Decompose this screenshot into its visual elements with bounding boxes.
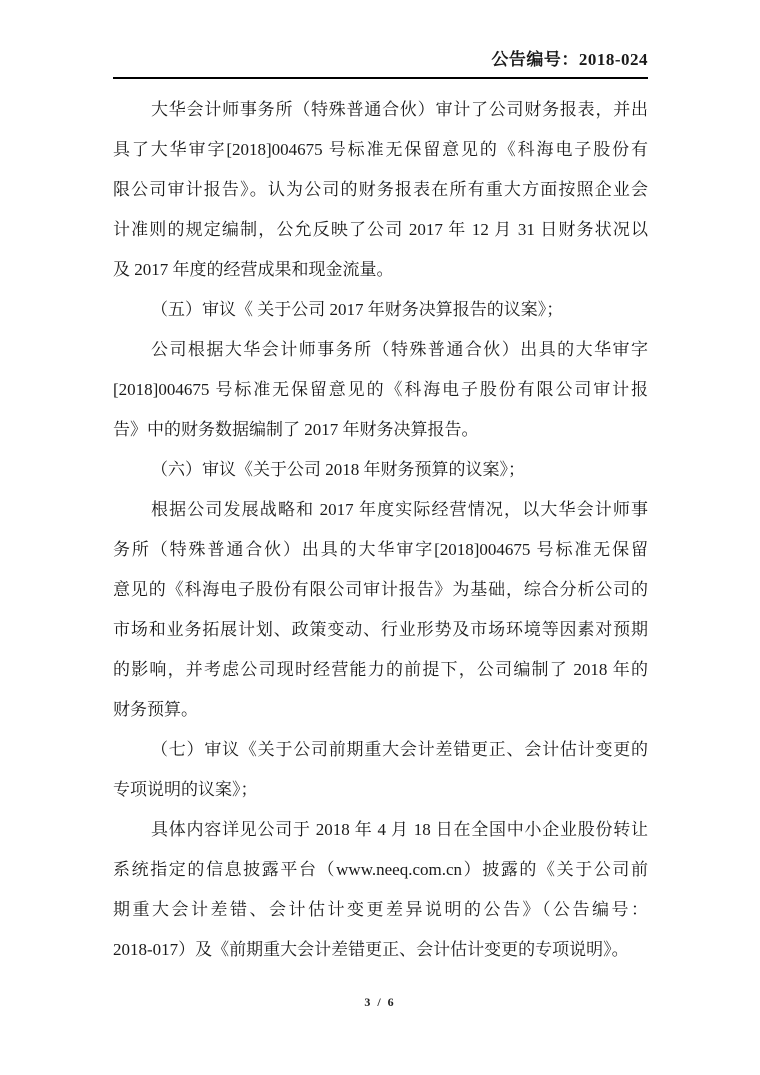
document-body	[113, 90, 648, 970]
page-footer	[0, 993, 760, 1011]
document-line: 具体内容详见公司于 2018 年 4 月 18 日在全国中小企业股份转让	[151, 820, 648, 839]
page-header	[113, 0, 648, 79]
document-line: 的影响，并考虑公司现时经营能力的前提下，公司编制了 2018 年的	[113, 660, 648, 679]
document-line: 限公司审计报告》。认为公司的财务报表在所有重大方面按照企业会	[113, 180, 648, 199]
document-line: 告》中的财务数据编制了 2017 年财务决算报告。	[113, 420, 479, 439]
document-line: 期重大会计差错、会计估计变更差异说明的公告》（公告编号：	[113, 900, 648, 919]
document-line: 财务预算。	[113, 700, 198, 719]
document-line: 计准则的规定编制，公允反映了公司 2017 年 12 月 31 日财务状况以	[113, 220, 648, 239]
document-line: 根据公司发展战略和 2017 年度实际经营情况，以大华会计师事	[151, 500, 648, 519]
document-line: 系统指定的信息披露平台（www.neeq.com.cn）披露的《关于公司前	[113, 860, 648, 879]
document-line: 2018-017）及《前期重大会计差错更正、会计估计变更的专项说明》。	[113, 940, 629, 959]
document-line: 公司根据大华会计师事务所（特殊普通合伙）出具的大华审字	[151, 340, 648, 359]
document-line: 意见的《科海电子股份有限公司审计报告》为基础，综合分析公司的	[113, 580, 648, 599]
document-line: 务所（特殊普通合伙）出具的大华审字[2018]004675 号标准无保留	[113, 540, 648, 559]
document-line: 专项说明的议案》；	[113, 780, 258, 799]
page-indicator: 3 / 6	[364, 995, 396, 1009]
document-line: 及 2017 年度的经营成果和现金流量。	[113, 260, 394, 279]
document-line: 具了大华审字[2018]004675 号标准无保留意见的《科海电子股份有	[113, 140, 648, 159]
announcement-number: 公告编号：2018-024	[491, 50, 648, 69]
document-line: （七）审议《关于公司前期重大会计差错更正、会计估计变更的	[151, 740, 648, 759]
document-line: （六）审议《关于公司 2018 年财务预算的议案》；	[151, 460, 525, 479]
document-line: 大华会计师事务所（特殊普通合伙）审计了公司财务报表，并出	[151, 100, 648, 119]
document-line: [2018]004675 号标准无保留意见的《科海电子股份有限公司审计报	[113, 380, 648, 399]
document-line: 市场和业务拓展计划、政策变动、行业形势及市场环境等因素对预期	[113, 620, 648, 639]
document-line: （五）审议《 关于公司 2017 年财务决算报告的议案》；	[151, 300, 564, 319]
